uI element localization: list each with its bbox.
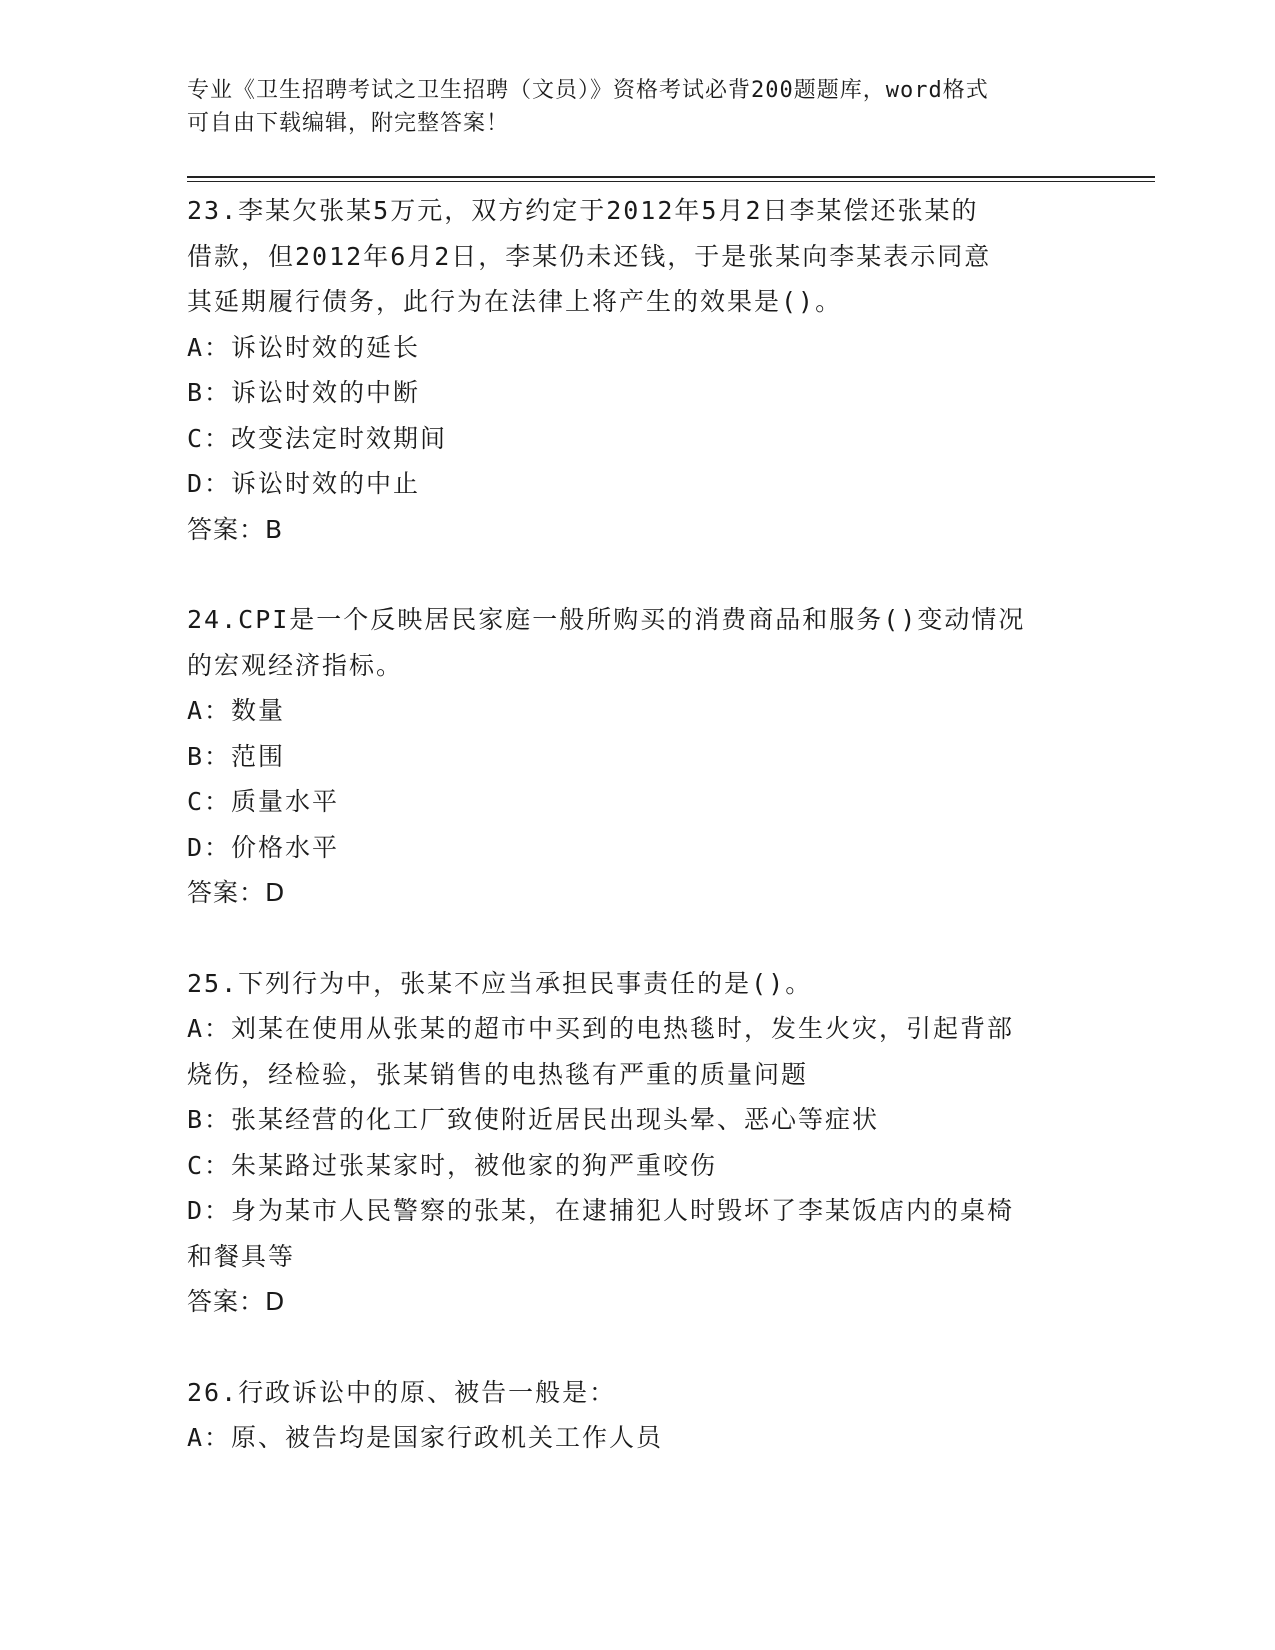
option-line: A：刘某在使用从张某的超市中买到的电热毯时，发生火灾，引起背部 [187, 1014, 1015, 1043]
option-line: 烧伤，经检验，张某销售的电热毯有严重的质量问题 [187, 1059, 809, 1089]
option-line: B：张某经营的化工厂致使附近居民出现头晕、恶心等症状 [187, 1105, 880, 1134]
answer-line: 答案：D [187, 1287, 286, 1316]
option-line: A：原、被告均是国家行政机关工作人员 [187, 1423, 664, 1452]
header-line-2: 可自由下载编辑，附完整答案！ [187, 111, 510, 136]
question-stem-line: 其延期履行债务，此行为在法律上将产生的效果是()。 [187, 287, 843, 316]
option-line: B：诉讼时效的中断 [187, 378, 421, 407]
option-line: C：改变法定时效期间 [187, 423, 448, 453]
question-stem-line: 的宏观经济指标。 [187, 650, 404, 680]
option-line: A：数量 [187, 696, 286, 725]
question-block [187, 188, 1087, 552]
question-block [187, 961, 1087, 1325]
option-line: D：价格水平 [187, 832, 340, 862]
option-line: C：朱某路过张某家时，被他家的狗严重咬伤 [187, 1150, 718, 1180]
question-stem-line: 借款，但2012年6月2日，李某仍未还钱，于是张某向李某表示同意 [187, 241, 992, 271]
page-header [187, 74, 1067, 140]
option-line: A：诉讼时效的延长 [187, 332, 421, 362]
answer-line: 答案：D [187, 878, 286, 907]
question-block [187, 597, 1087, 916]
option-line: C：质量水平 [187, 787, 340, 816]
question-stem-line: 23.李某欠张某5万元，双方约定于2012年5月2日李某偿还张某的 [187, 196, 979, 225]
option-line: D：身为某市人民警察的张某，在逮捕犯人时毁坏了李某饭店内的桌椅 [187, 1196, 1015, 1225]
question-block [187, 1370, 1087, 1461]
header-divider [187, 176, 1155, 182]
question-stem-line: 25.下列行为中，张某不应当承担民事责任的是()。 [187, 968, 813, 998]
header-line-1: 专业《卫生招聘考试之卫生招聘（文员）》资格考试必背200题题库，word格式 [187, 78, 989, 103]
question-stem-line: 26.行政诉讼中的原、被告一般是： [187, 1377, 617, 1407]
option-line: D：诉讼时效的中止 [187, 469, 421, 498]
question-list [187, 188, 1087, 1506]
question-stem-line: 24.CPI是一个反映居民家庭一般所购买的消费商品和服务()变动情况 [187, 605, 1026, 634]
answer-line: 答案：B [187, 514, 284, 544]
option-line: 和餐具等 [187, 1241, 296, 1271]
option-line: B：范围 [187, 741, 286, 771]
